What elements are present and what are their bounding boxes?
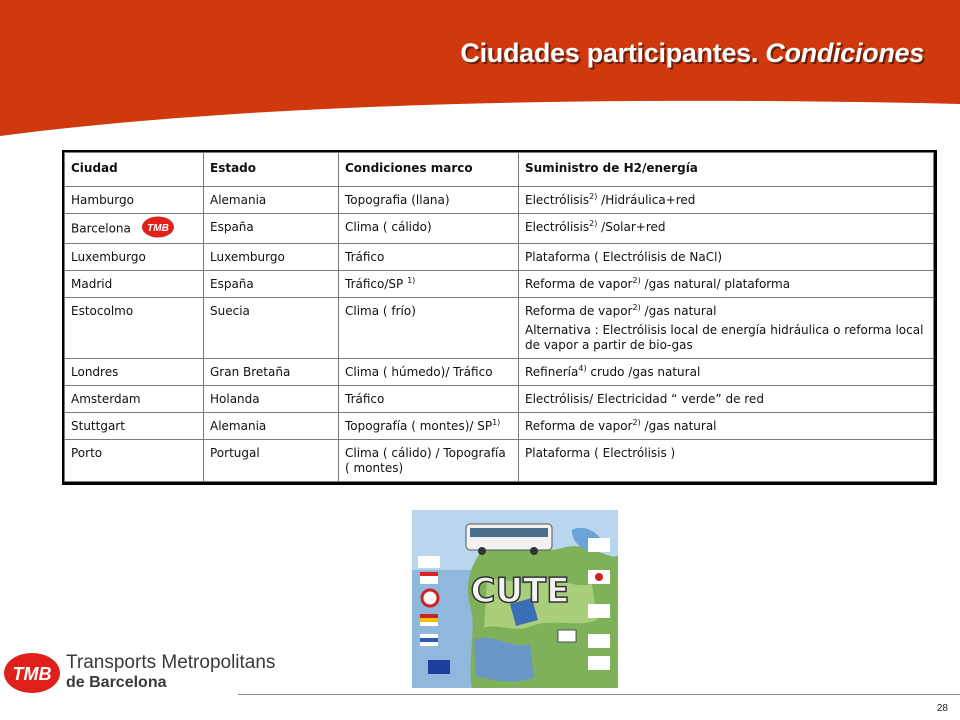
bus-icon	[466, 524, 552, 555]
supply-alternative: Alternativa : Electrólisis local de energía hidráulica o reforma local de vapor a partir de bio-gas	[525, 323, 924, 352]
cell-city: Barcelona TMB	[65, 214, 204, 244]
cell-city: Estocolmo	[65, 298, 204, 359]
cell-supply: Plataforma ( Electrólisis )	[519, 440, 934, 482]
cell-supply: Electrólisis/ Electricidad “ verde” de red	[519, 386, 934, 413]
tmb-badge-icon	[141, 216, 175, 238]
header-supply: Suministro de H2/energía	[519, 153, 934, 187]
footer-divider	[238, 694, 960, 695]
cell-country: España	[204, 214, 339, 244]
header-country: Estado	[204, 153, 339, 187]
title-main: Ciudades participantes.	[460, 38, 766, 68]
cell-conditions: Tráfico/SP $^{1)}$	[339, 271, 519, 298]
page-number: 28	[936, 703, 948, 714]
cell-city: Londres	[65, 359, 204, 386]
table-row	[65, 440, 934, 482]
cell-conditions: Clima ( cálido) / Topografía ( montes)	[339, 440, 519, 482]
cell-conditions: Clima ( húmedo)/ Tráfico	[339, 359, 519, 386]
cell-supply: Reforma de vapor$^{2)}$ /gas natural/ plataforma	[519, 271, 934, 298]
table-header-row	[65, 153, 934, 187]
cell-country: Alemania	[204, 187, 339, 214]
cell-country: Alemania	[204, 413, 339, 440]
cell-city: Amsterdam	[65, 386, 204, 413]
cell-city: Madrid	[65, 271, 204, 298]
cute-project-poster	[412, 510, 618, 688]
table-row	[65, 359, 934, 386]
logo-line2: de Barcelona	[66, 674, 167, 691]
cell-supply: Electrólisis$^{2)}$ /Hidráulica+red	[519, 187, 934, 214]
cell-supply: Plataforma ( Electrólisis de NaCl)	[519, 244, 934, 271]
table-row	[65, 187, 934, 214]
table-row	[65, 214, 934, 244]
title-italic: Condiciones	[765, 38, 924, 68]
cell-conditions: Clima ( frío)	[339, 298, 519, 359]
cell-country: Suecia	[204, 298, 339, 359]
cell-city: Luxemburgo	[65, 244, 204, 271]
table-row	[65, 386, 934, 413]
cute-logo-text: CUTE	[470, 571, 570, 611]
table-row	[65, 298, 934, 359]
header-banner	[0, 0, 960, 140]
svg-text:TMB: TMB	[147, 223, 169, 234]
cell-city: Porto	[65, 440, 204, 482]
cell-conditions: Topografía ( montes)/ SP$^{1)}$	[339, 413, 519, 440]
header-conditions: Condiciones marco	[339, 153, 519, 187]
cell-supply: Refinería$^{4)}$ crudo /gas natural	[519, 359, 934, 386]
cell-city: Hamburgo	[65, 187, 204, 214]
cell-country: Holanda	[204, 386, 339, 413]
cell-country: España	[204, 271, 339, 298]
table-row	[65, 413, 934, 440]
cell-country: Portugal	[204, 440, 339, 482]
cell-conditions: Tráfico	[339, 244, 519, 271]
slide-title	[460, 38, 924, 69]
table-row	[65, 271, 934, 298]
cell-city: Stuttgart	[65, 413, 204, 440]
cell-supply: Reforma de vapor$^{2)}$ /gas natural Alternativa : Electrólisis local de energía hidráulica o reforma local de vapor a partir de bio-gas	[519, 298, 934, 359]
cities-table	[62, 150, 937, 485]
cell-conditions: Tráfico	[339, 386, 519, 413]
cell-conditions: Clima ( cálido)	[339, 214, 519, 244]
cell-conditions: Topografia (llana)	[339, 187, 519, 214]
cell-supply: Electrólisis$^{2)}$ /Solar+red	[519, 214, 934, 244]
cell-country: Luxemburgo	[204, 244, 339, 271]
svg-text:TMB: TMB	[12, 664, 52, 684]
table-row	[65, 244, 934, 271]
logo-line1: Transports Metropolitans	[66, 652, 276, 673]
header-city: Ciudad	[65, 153, 204, 187]
cell-supply: Reforma de vapor$^{2)}$ /gas natural	[519, 413, 934, 440]
cell-country: Gran Bretaña	[204, 359, 339, 386]
